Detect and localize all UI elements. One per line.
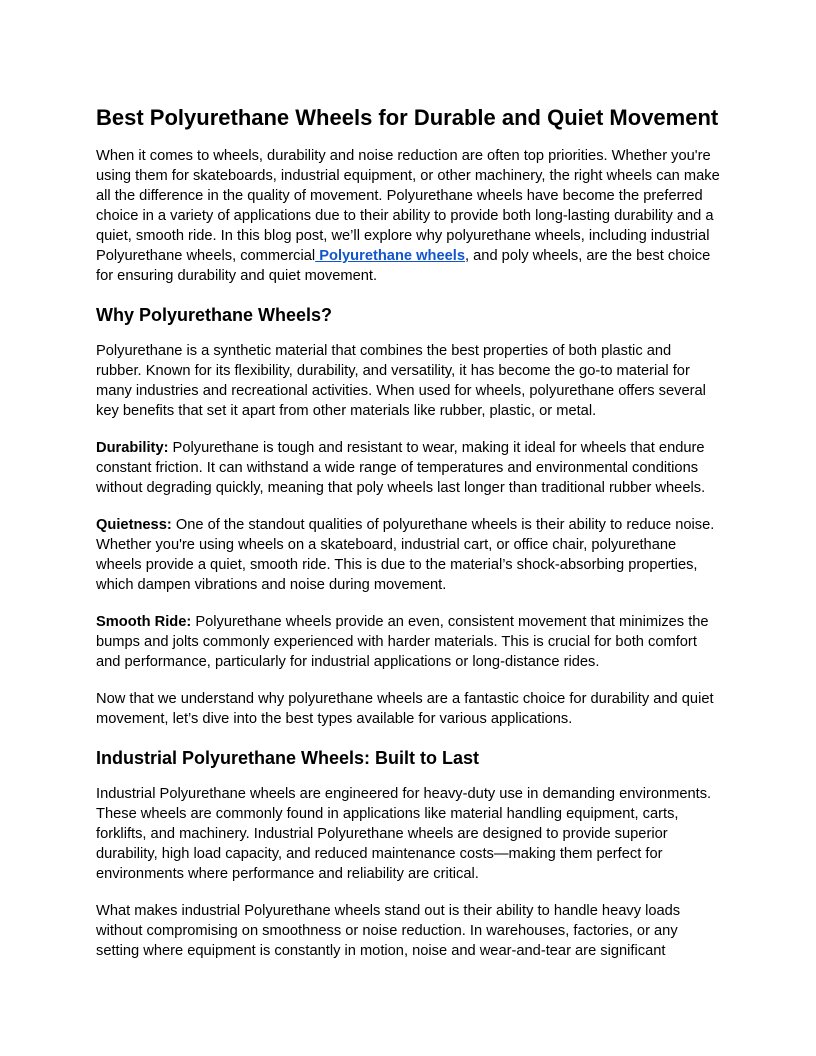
section-heading-industrial-wheels: Industrial Polyurethane Wheels: Built to Last [96, 748, 480, 768]
industrial-paragraph-1: Industrial Polyurethane wheels are engineered for heavy-duty use in demanding environments. These wheels are commonly found in applications like material handling equipment, carts, forklifts, and machinery. Industrial Polyurethane wheels are designed to provide superior durability, high load capacity, and reduced maintenance costs—making them perfect for environments where performance and reliability are critical. [96, 786, 712, 882]
intro-text-pre: When it comes to wheels, durability and noise reduction are often top priorities. Whether you're using them for skateboards, industrial equipment, or other machinery, the right wheels can make all the difference in the quality of movement. Polyurethane wheels have become the preferred choice in a variety of applications due to their ability to provide both long-lasting durability and a quiet, smooth ride. In this blog post, we’ll explore why polyurethane wheels, including industrial Polyurethane wheels, commercial [96, 148, 720, 264]
feature-text-smooth-ride: Polyurethane wheels provide an even, consistent movement that minimizes the bumps and jolts commonly experienced with harder materials. This is crucial for both comfort and performance, particularly for industrial applications or long-distance rides. [96, 614, 709, 670]
why-lead-paragraph: Polyurethane is a synthetic material that combines the best properties of both plastic and rubber. Known for its flexibility, durability, and versatility, it has become the go-to material for many industries and recreational activities. When used for wheels, polyurethane offers several key benefits that set it apart from other materials like rubber, plastic, or metal. [96, 343, 706, 419]
feature-paragraph-durability [96, 438, 720, 498]
feature-label-durability: Durability: [96, 440, 169, 456]
feature-text-durability: Polyurethane is tough and resistant to wear, making it ideal for wheels that endure constant friction. It can withstand a wide range of temperatures and environmental conditions without degrading quickly, meaning that poly wheels last longer than traditional rubber wheels. [96, 440, 706, 496]
feature-text-quietness: One of the standout qualities of polyurethane wheels is their ability to reduce noise. Whether you're using wheels on a skateboard, industrial cart, or office chair, polyurethane wheels provide a quiet, smooth ride. This is due to the material’s shock-absorbing properties, which dampen vibrations and noise during movement. [96, 517, 715, 593]
section-heading-why-polyurethane-wheels: Why Polyurethane Wheels? [96, 305, 333, 325]
feature-label-smooth-ride: Smooth Ride: [96, 614, 192, 630]
feature-label-quietness: Quietness: [96, 517, 172, 533]
feature-paragraph-smooth-ride [96, 612, 720, 672]
intro-paragraph [96, 146, 720, 286]
feature-paragraph-quietness [96, 515, 720, 595]
polyurethane-wheels-link[interactable]: Polyurethane wheels [315, 248, 466, 264]
why-closing-paragraph: Now that we understand why polyurethane wheels are a fantastic choice for durability and quiet movement, let’s dive into the best types available for various applications. [96, 691, 714, 727]
industrial-paragraph-2: What makes industrial Polyurethane wheels stand out is their ability to handle heavy loads without compromising on smoothness or noise reduction. In warehouses, factories, or any setting where equipment is constantly in motion, noise and wear-and-tear are significant [96, 903, 681, 959]
intro-text-post: , and poly wheels, are the best choice for ensuring durability and quiet movement. [96, 248, 711, 284]
page-title: Best Polyurethane Wheels for Durable and Quiet Movement [96, 105, 719, 130]
